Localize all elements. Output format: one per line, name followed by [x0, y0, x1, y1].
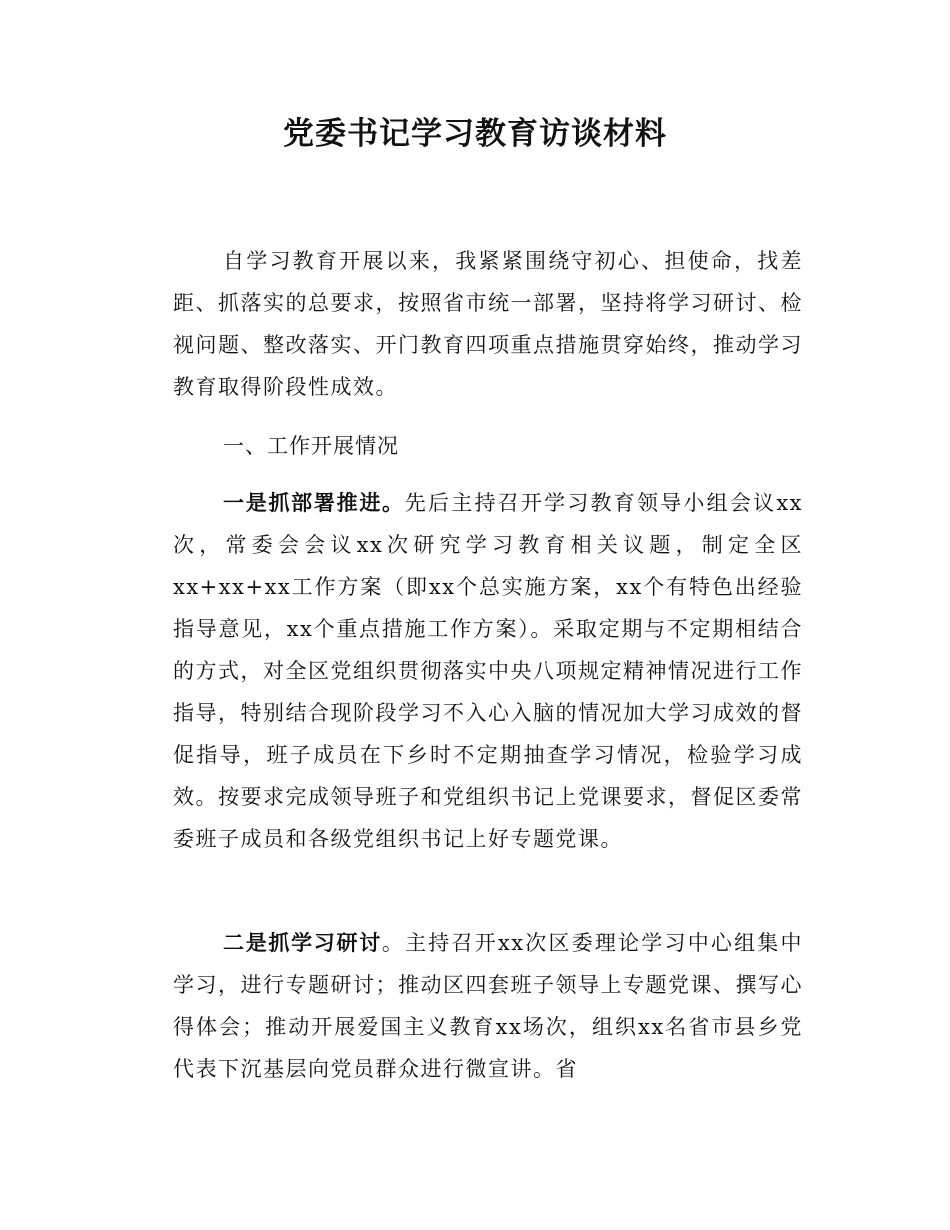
- item-1-text: 先后主持召开学习教育领导小组会议xx次，常委会会议xx次研究学习教育相关议题，制定全区xx+xx+xx工作方案（即xx个总实施方案，xx个有特色出经验指导意见，xx个重点措施工作方案）。采取定期与不定期相结合的方式，对全区党组织贯彻落实中央八项规定精神情况进行工作指导，特别结合现阶段学习不入心入脑的情况加大学习成效的督促指导，班子成员在下乡时不定期抽查学习情况，检验学习成效。按要求完成领导班子和党组织书记上党课要求，督促区委常委班子成员和各级党组织书记上好专题党课。: [173, 491, 804, 851]
- item-1-lead: 一是抓部署推进。: [223, 491, 405, 515]
- intro-paragraph: 自学习教育开展以来，我紧紧围绕守初心、担使命，找差距、抓落实的总要求，按照省市统一部署，坚持将学习研讨、检视问题、整改落实、开门教育四项重点措施贯穿始终，推动学习教育取得阶段性成效。: [173, 249, 803, 399]
- item-2-lead: 二是抓学习研讨: [223, 931, 382, 955]
- paragraph-item-1: [173, 482, 803, 860]
- item-2-text: 。主持召开xx次区委理论学习中心组集中学习，进行专题研讨；推动区四套班子领导上专题党课、撰写心得体会；推动开展爱国主义教育xx场次，组织xx名省市县乡党代表下沉基层向党员群众进行微宣讲。省: [173, 931, 804, 1081]
- document-title: 党委书记学习教育访谈材料: [283, 116, 667, 152]
- paragraph-item-2: [173, 922, 803, 1090]
- section-heading: 一、工作开展情况: [223, 434, 399, 458]
